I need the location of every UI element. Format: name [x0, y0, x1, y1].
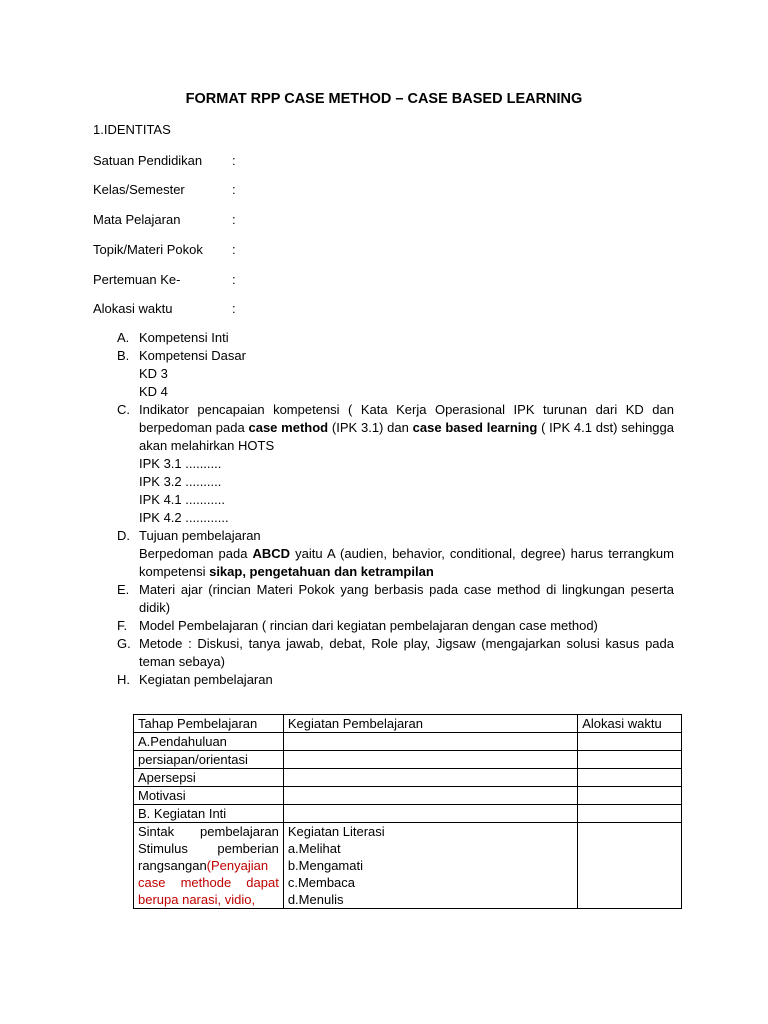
objective-paragraph: Berpedoman pada ABCD yaitu A (audien, behavior, conditional, degree) harus terrangkum kompetensi sikap, pengetahuan dan ketrampilan	[139, 546, 674, 579]
list-letter: H.	[117, 672, 130, 687]
table-cell: Sintak pembelajaran Stimulus pemberian rangsangan(Penyajian case methode dapat berupa narasi, vidio,	[134, 823, 284, 909]
section-heading: 1.IDENTITAS	[93, 122, 171, 137]
ipk-line: IPK 3.2 ..........	[139, 474, 222, 489]
page-title: FORMAT RPP CASE METHOD – CASE BASED LEARNING	[185, 91, 583, 107]
identity-colon: :	[232, 242, 236, 257]
list-letter: C.	[117, 402, 130, 417]
table-cell	[283, 823, 577, 909]
identity-colon: :	[232, 272, 236, 287]
table-cell	[578, 733, 682, 751]
table-row	[134, 805, 682, 823]
kd-4: KD 4	[139, 384, 168, 399]
table-header: Alokasi waktu	[578, 715, 682, 733]
table-cell	[283, 787, 577, 805]
table-cell: B. Kegiatan Inti	[134, 805, 284, 823]
table-cell	[283, 733, 577, 751]
identity-label: Alokasi waktu	[93, 301, 173, 316]
table-row	[134, 787, 682, 805]
identity-colon: :	[232, 153, 236, 168]
bold-term: ABCD	[252, 546, 291, 561]
table-cell	[578, 787, 682, 805]
activity-line: Kegiatan Literasi	[287, 824, 385, 839]
identity-label: Satuan Pendidikan	[93, 153, 203, 168]
list-text: Materi ajar (rincian Materi Pokok yang berbasis pada case method di lingkungan peserta didik)	[139, 582, 674, 615]
identity-colon: :	[232, 301, 236, 316]
bold-term: case based learning	[412, 420, 538, 435]
list-item-c	[117, 401, 674, 527]
table-cell	[578, 751, 682, 769]
ipk-line: IPK 4.2 ............	[139, 510, 229, 525]
list-item-a	[117, 329, 674, 347]
list-letter: A.	[117, 330, 130, 345]
identity-label: Topik/Materi Pokok	[93, 242, 203, 257]
list-item-b	[117, 347, 674, 401]
table-header: Kegiatan Pembelajaran	[283, 715, 577, 733]
table-cell	[283, 751, 577, 769]
activity-line: c.Membaca	[287, 875, 356, 890]
activity-line: a.Melihat	[287, 841, 341, 856]
ipk-line: IPK 3.1 ..........	[139, 456, 222, 471]
list-item-d	[117, 527, 674, 581]
learning-activities-table	[133, 714, 682, 909]
identity-label: Mata Pelajaran	[93, 212, 181, 227]
table-cell	[578, 805, 682, 823]
indicator-paragraph: Indikator pencapaian kompetensi ( Kata Kerja Operasional IPK turunan dari KD dan berpedoman pada case method (IPK 3.1) dan case based learning ( IPK 4.1 dst) sehingga akan melahirkan HOTS	[139, 402, 674, 453]
table-cell: Motivasi	[134, 787, 284, 805]
list-letter: G.	[117, 636, 131, 651]
list-text: Model Pembelajaran ( rincian dari kegiatan pembelajaran dengan case method)	[139, 618, 598, 633]
kd-3: KD 3	[139, 366, 168, 381]
list-letter: D.	[117, 528, 130, 543]
identity-label: Pertemuan Ke-	[93, 272, 181, 287]
list-text: Tujuan pembelajaran	[139, 528, 261, 543]
table-header: Tahap Pembelajaran	[134, 715, 284, 733]
table-row	[134, 769, 682, 787]
table-row	[134, 751, 682, 769]
table-cell	[283, 769, 577, 787]
activity-line: d.Menulis	[287, 892, 344, 907]
ipk-line: IPK 4.1 ...........	[139, 492, 225, 507]
list-letter: B.	[117, 348, 130, 363]
list-text: Kompetensi Inti	[139, 330, 229, 345]
activity-line: b.Mengamati	[287, 858, 363, 873]
identity-colon: :	[232, 212, 236, 227]
list-item-g	[117, 635, 674, 671]
table-cell	[283, 805, 577, 823]
list-letter: E.	[117, 582, 130, 597]
table-row	[134, 733, 682, 751]
red-note: (Penyajian case methode dapat berupa narasi, vidio,	[138, 858, 279, 907]
rpp-list	[117, 329, 674, 689]
table-cell	[578, 823, 682, 909]
list-item-f	[117, 617, 674, 635]
list-text: Kegiatan pembelajaran	[139, 672, 273, 687]
table-cell: A.Pendahuluan	[134, 733, 284, 751]
list-text: Metode : Diskusi, tanya jawab, debat, Role play, Jigsaw (mengajarkan solusi kasus pada teman sebaya)	[139, 636, 674, 669]
identity-label: Kelas/Semester	[93, 182, 185, 197]
table-cell	[578, 769, 682, 787]
bold-term: case method	[248, 420, 329, 435]
table-cell: Apersepsi	[134, 769, 284, 787]
identity-colon: :	[232, 182, 236, 197]
list-item-e	[117, 581, 674, 617]
bold-term: sikap, pengetahuan dan ketrampilan	[209, 564, 434, 579]
table-row	[134, 823, 682, 909]
list-text: Kompetensi Dasar	[139, 348, 246, 363]
table-header-row	[134, 715, 682, 733]
table-cell: persiapan/orientasi	[134, 751, 284, 769]
list-letter: F.	[117, 618, 128, 633]
list-item-h	[117, 671, 674, 689]
